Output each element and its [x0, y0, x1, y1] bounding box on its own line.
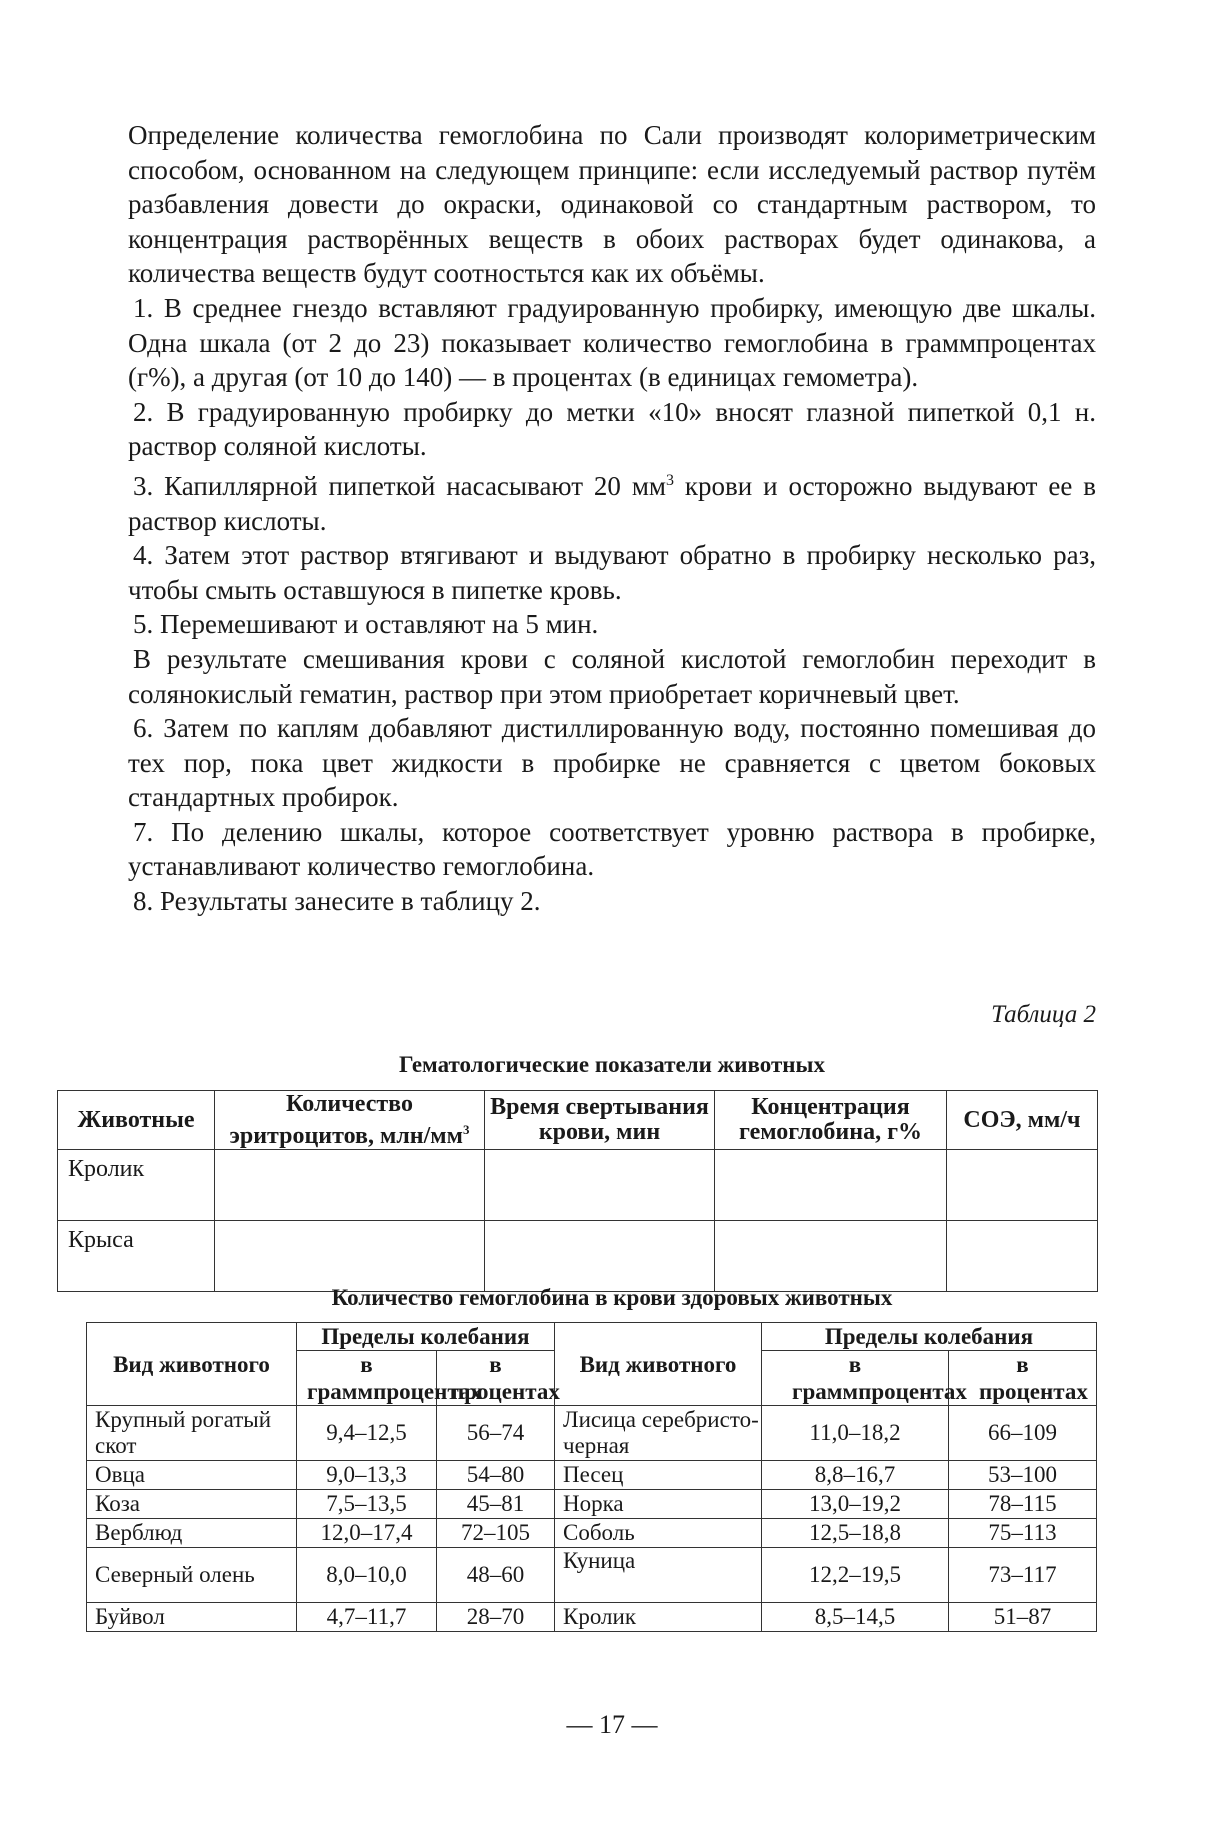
header-clotting-time: Время свертывания крови, мин — [485, 1091, 715, 1150]
percent-range: 45–81 — [437, 1490, 555, 1519]
table-header-row — [58, 1091, 1098, 1150]
percent-range: 75–113 — [949, 1519, 1097, 1548]
gram-range: 12,5–18,8 — [762, 1519, 949, 1548]
empty-cell — [215, 1150, 485, 1221]
paragraph-step4: 4. Затем этот раствор втягивают и выдувают обратно в пробирку несколько раз, чтобы смыть оставшуюся в пипетке кровь. — [128, 540, 1096, 605]
species-name: Песец — [555, 1461, 762, 1490]
gram-range: 8,8–16,7 — [762, 1461, 949, 1490]
table-row — [87, 1603, 1097, 1632]
gram-range: 4,7–11,7 — [297, 1603, 437, 1632]
table-row — [87, 1406, 1097, 1461]
percent-range: 54–80 — [437, 1461, 555, 1490]
species-name: Лисица серебристо-черная — [555, 1406, 762, 1461]
percent-range: 78–115 — [949, 1490, 1097, 1519]
gram-range: 7,5–13,5 — [297, 1490, 437, 1519]
percent-range: 73–117 — [949, 1548, 1097, 1603]
species-name: Коза — [87, 1490, 297, 1519]
page-number: — 17 — — [566, 1710, 658, 1739]
header-soe: СОЭ, мм/ч — [947, 1091, 1098, 1150]
species-name: Крупный рогатый скот — [87, 1406, 297, 1461]
gram-range: 13,0–19,2 — [762, 1490, 949, 1519]
table-row — [87, 1461, 1097, 1490]
header-percent-right: в процентах — [949, 1351, 1097, 1406]
header-erythrocytes: Количество эритроцитов, млн/$мм^3$ — [215, 1091, 485, 1150]
hemoglobin-table — [86, 1322, 1097, 1632]
species-name: Овца — [87, 1461, 297, 1490]
header-gram-left: в граммпроцентах — [297, 1351, 437, 1406]
paragraph-step2: 2. В градуированную пробирку до метки «10» вносят глазной пипеткой 0,1 н. раствор соляной кислоты. — [128, 396, 1096, 462]
paragraph-result: В результате смешивания крови с соляной кислотой гемоглобин переходит в солянокислый гематин, раствор при этом приобретает коричневый цвет. — [128, 643, 1096, 709]
table-header-row — [87, 1323, 1097, 1351]
species-name: Северный олень — [87, 1548, 297, 1603]
species-name: Буйвол — [87, 1603, 297, 1632]
paragraph-step7: 7. По делению шкалы, которое соответствует уровню раствора в пробирке, устанавливают количество гемоглобина. — [128, 816, 1096, 882]
empty-cell — [947, 1221, 1098, 1292]
species-name: Кролик — [555, 1603, 762, 1632]
header-hemoglobin: Концентрация гемоглобина, г% — [715, 1091, 947, 1150]
percent-range: 28–70 — [437, 1603, 555, 1632]
body-text — [128, 118, 1096, 919]
gram-range: 12,2–19,5 — [762, 1548, 949, 1603]
empty-cell — [215, 1221, 485, 1292]
paragraph-step6: 6. Затем по каплям добавляют дистиллированную воду, постоянно помешивая до тех пор, пока цвет жидкости в пробирке не сравняется с цветом боковых стандартных пробирок. — [128, 713, 1096, 813]
table-row — [87, 1519, 1097, 1548]
gram-range: 11,0–18,2 — [762, 1406, 949, 1461]
table-row — [58, 1150, 1098, 1221]
gram-range: 8,0–10,0 — [297, 1548, 437, 1603]
paragraph-step5: 5. Перемешивают и оставляют на 5 мин. — [133, 609, 599, 640]
species-name: Верблюд — [87, 1519, 297, 1548]
paragraph-step8: 8. Результаты занесите в таблицу 2. — [133, 886, 541, 917]
table2-title: Гематологические показатели животных — [398, 1052, 826, 1077]
header-range-left: Пределы колебания — [297, 1323, 555, 1351]
hematology-table — [57, 1090, 1098, 1292]
percent-range: 48–60 — [437, 1548, 555, 1603]
empty-cell — [715, 1150, 947, 1221]
row-animal-name: Крыса — [58, 1221, 215, 1292]
gram-range: 9,4–12,5 — [297, 1406, 437, 1461]
species-name: Соболь — [555, 1519, 762, 1548]
table3-title: Количество гемоглобина в крови здоровых животных — [331, 1285, 893, 1310]
percent-range: 53–100 — [949, 1461, 1097, 1490]
percent-range: 51–87 — [949, 1603, 1097, 1632]
header-gram-right: в граммпроцентах — [762, 1351, 949, 1406]
header-animals: Животные — [58, 1091, 215, 1150]
step3-text-b: крови и осторожно выдувают ее в раствор кислоты. — [128, 470, 1096, 536]
paragraph-intro: Определение количества гемоглобина по Сали производят колориметрическим способом, основанном на следующем принципе: если исследуемый раствор путём разбавления довести до окраски, одинаковой со стандартным раствором, то концентрация растворённых веществ в обоих растворах будет одинакова, а количества веществ будут соотностьтся как их объёмы. — [128, 120, 1096, 289]
table-row — [87, 1548, 1097, 1603]
step3-superscript: 3 — [666, 471, 674, 489]
empty-cell — [485, 1150, 715, 1221]
gram-range: 8,5–14,5 — [762, 1603, 949, 1632]
empty-cell — [485, 1221, 715, 1292]
header-species-right: Вид животного — [555, 1323, 762, 1406]
header-percent-left: в процентах — [437, 1351, 555, 1406]
step3-text-a: 3. Капиллярной пипеткой насасывают 20 мм — [133, 470, 666, 501]
header-range-right: Пределы колебания — [762, 1323, 1097, 1351]
gram-range: 9,0–13,3 — [297, 1461, 437, 1490]
empty-cell — [715, 1221, 947, 1292]
percent-range: 72–105 — [437, 1519, 555, 1548]
paragraph-step1: 1. В среднее гнездо вставляют градуированную пробирку, имеющую две шкалы. Одна шкала (от 2 до 23) показывает количество гемоглобина в граммпроцентах (г%), а другая (от 10 до 140) — в процентах (в единицах гемометра). — [128, 292, 1096, 393]
species-name: Куница — [555, 1548, 762, 1603]
header-species-left: Вид животного — [87, 1323, 297, 1406]
percent-range: 56–74 — [437, 1406, 555, 1461]
empty-cell — [947, 1150, 1098, 1221]
gram-range: 12,0–17,4 — [297, 1519, 437, 1548]
table-label: Таблица 2 — [991, 1001, 1096, 1028]
table-row — [58, 1221, 1098, 1292]
species-name: Норка — [555, 1490, 762, 1519]
table-row — [87, 1490, 1097, 1519]
row-animal-name: Кролик — [58, 1150, 215, 1221]
paragraph-step3 — [128, 464, 1096, 538]
percent-range: 66–109 — [949, 1406, 1097, 1461]
